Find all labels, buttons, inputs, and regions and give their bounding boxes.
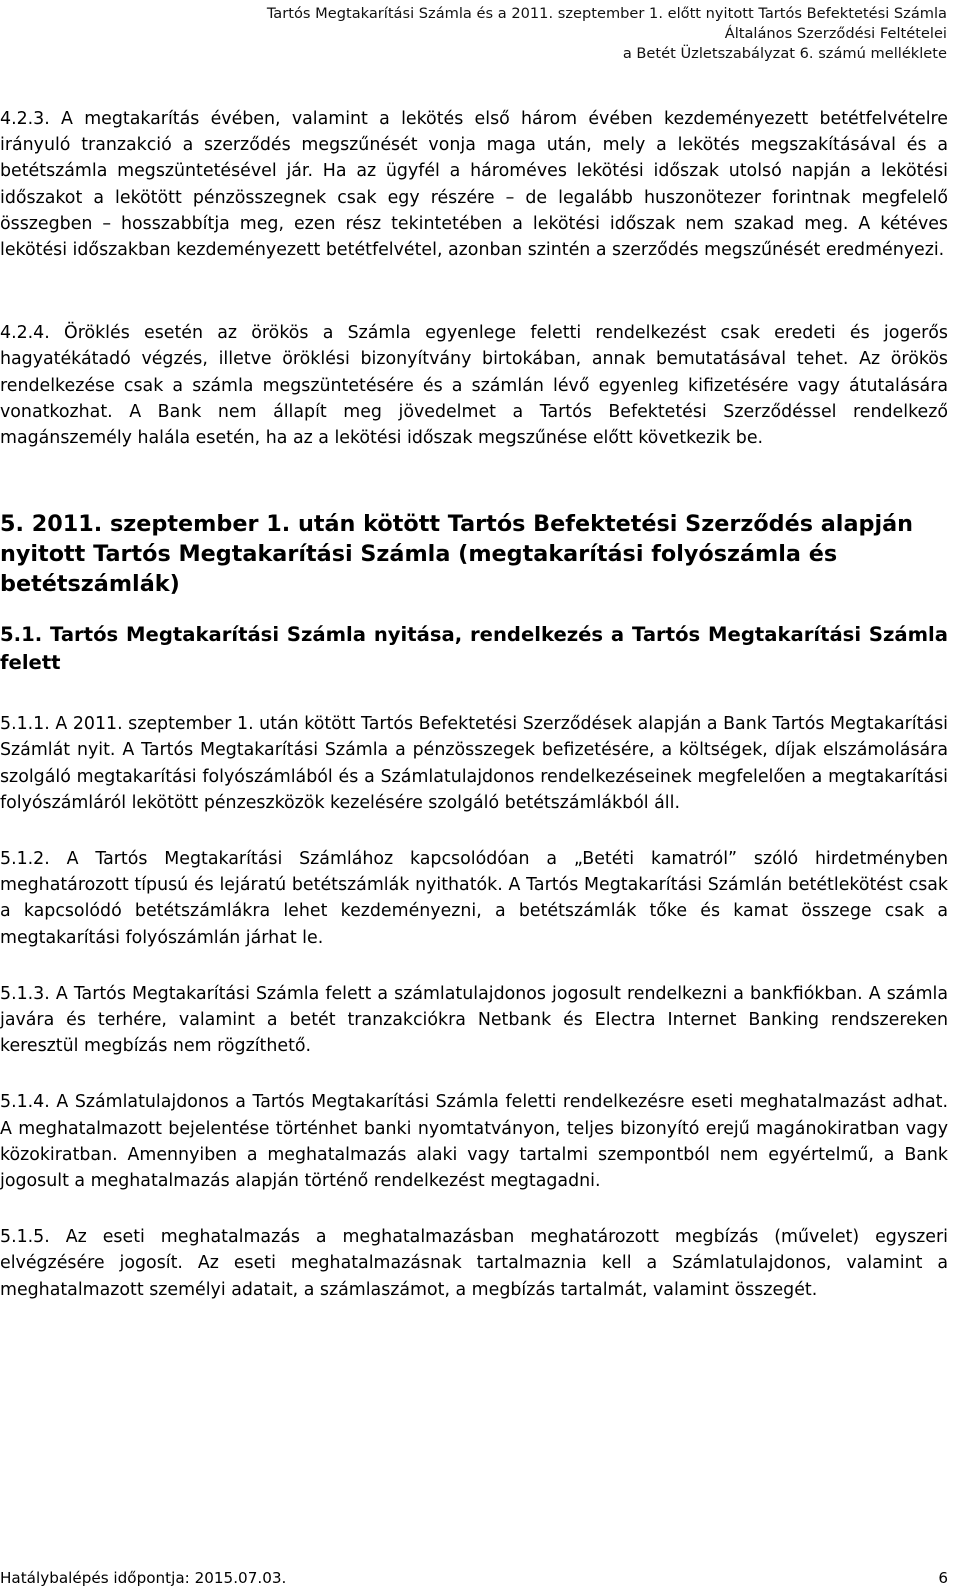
paragraph-5-1-1: 5.1.1. A 2011. szeptember 1. után kötött Tartós Befektetési Szerződések alapján a Bank Tartós Megtakarítási Számlát nyit. A Tartós Megtakarítási Számla a pénzösszegek befizetésére, a költségek, díjak elszámolására szolgáló megtakarítási folyószámlából és a Számlatulajdonos rendelkezéseinek megfelelően a megtakarítási folyószámláról lekötött pénzeszközök kezelésére szolgáló betétszámlákból áll. — [0, 714, 948, 813]
page-header — [267, 4, 947, 64]
page-number: 6 — [938, 1569, 948, 1587]
paragraph-4-2-4: 4.2.4. Öröklés esetén az örökös a Számla egyenlege feletti rendelkezést csak eredeti és jogerős hagyatékátadó végzés, illetve öröklési bizonyítvány birtokában, annak bemutatásával tehet. Az örökös rendelkezése csak a számla megszüntetésére és a számlán lévő egyenleg kifizetésére vagy átutalására vonatkozhat. A Bank nem állapít meg jövedelmet a Tartós Befektetési Szerződéssel rendelkező magánszemély halála esetén, ha az a lekötési időszak megszűnése előtt következik be. — [0, 323, 948, 449]
header-line-1: Tartós Megtakarítási Számla és a 2011. szeptember 1. előtt nyitott Tartós Befektetési Számla — [266, 5, 947, 22]
header-line-3: a Betét Üzletszabályzat 6. számú melléklete — [622, 45, 947, 62]
paragraph-5-1-2: 5.1.2. A Tartós Megtakarítási Számlához kapcsolódóan a „Betéti kamatról” szóló hirdetményben meghatározott típusú és lejáratú betétszámlák nyithatók. A Tartós Megtakarítási Számlán betétlekötést csak a kapcsolódó betétszámlákra lehet kezdeményezni, a betétszámlák tőke és kamat összege csak a megtakarítási folyószámlán járhat le. — [0, 849, 948, 948]
effective-date: Hatálybalépés időpontja: 2015.07.03. — [0, 1569, 287, 1587]
document-body — [0, 106, 948, 1303]
paragraph-5-1-5: 5.1.5. Az eseti meghatalmazás a meghatalmazásban meghatározott megbízás (művelet) egyszeri elvégzésére jogosít. Az eseti meghatalmazásnak tartalmaznia kell a Számlatulajdonos, valamint a meghatalmazott személyi adatait, a számlaszámot, a megbízás tartalmát, valamint összegét. — [0, 1227, 948, 1300]
header-line-2: Általános Szerződési Feltételei — [724, 25, 947, 42]
paragraph-5-1-3: 5.1.3. A Tartós Megtakarítási Számla felett a számlatulajdonos jogosult rendelkezni a bankfiókban. A számla javára és terhére, valamint a betét tranzakciókra Netbank és Electra Internet Banking rendszereken keresztül megbízás nem rögzíthető. — [0, 983, 948, 1057]
paragraph-5-1-4: 5.1.4. A Számlatulajdonos a Tartós Megtakarítási Számla feletti rendelkezésre eseti meghatalmazást adhat. A meghatalmazott bejelentése történhet banki nyomtatványon, teljes bizonyító erejű magánokiratban vagy közokiratban. Amennyiben a meghatalmazás alaki vagy tartalmi szempontból nem egyértelmű, a Bank jogosult a meghatalmazás alapján történő rendelkezést megtagadni. — [0, 1092, 948, 1192]
section-5-heading: 5. 2011. szeptember 1. után kötött Tartós Befektetési Szerződés alapján nyitott Tartós Megtakarítási Számla (megtakarítási folyószámla és betétszámlák) — [0, 511, 914, 598]
section-5-1-heading: 5.1. Tartós Megtakarítási Számla nyitása, rendelkezés a Tartós Megtakarítási Számla felett — [0, 623, 948, 675]
page-footer — [0, 1568, 948, 1588]
paragraph-4-2-3: 4.2.3. A megtakarítás évében, valamint a lekötés első három évében kezdeményezett betétfelvételre irányuló tranzakció a szerződés megszűnését vonja maga után, mely a lekötés megszakításával és a betétszámla megszüntetésével jár. Ha az ügyfél a hároméves lekötési időszak utolsó napján a lekötési időszakot a lekötött pénzösszegnek csak egy részére – de legalább huszonötezer forintnak megfelelő összegben – hosszabbítja meg, ezen rész tekintetében a lekötési időszak nem szakad meg. A kétéves lekötési időszakban kezdeményezett betétfelvétel, azonban szintén a szerződés megszűnését eredményezi. — [0, 109, 948, 261]
